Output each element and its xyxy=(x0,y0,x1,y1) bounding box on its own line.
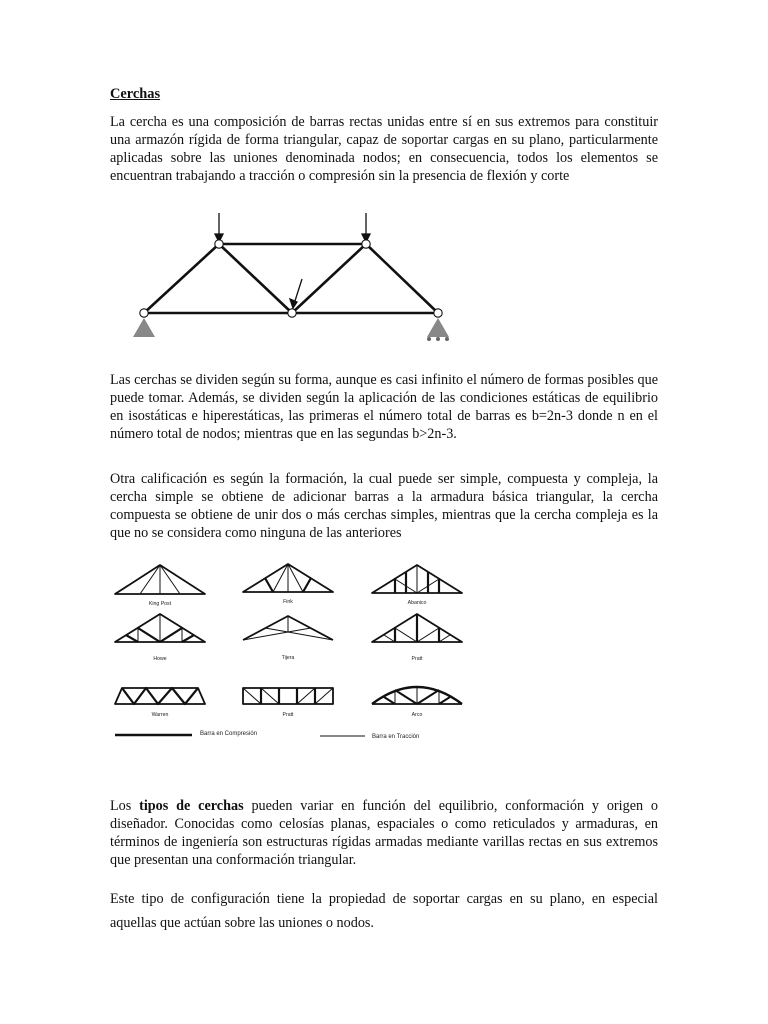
pin-support-left xyxy=(133,318,155,337)
paragraph-classification: Las cerchas se dividen según su forma, aunque es casi infinito el número de formas posibles que puede tomar. Además, se dividen según la aplicación de las condiciones estáticas de equilibrio en isostáticas e hiperestáticas, las primeras el número total de barras es b=2n-3 donde n en el número total de nodos; mientras que en las segundas b>2n-3. xyxy=(110,372,658,442)
pratt-flat-truss xyxy=(243,688,333,704)
label-pratt-roof: Pratt xyxy=(411,656,423,662)
types-rest: pueden variar en función del equilibrio, conformación y origen o diseñador. Conocidas como celosías planas, espaciales o como reticulados y armaduras, en términos de ingeniería son estructuras rígidas armadas mediante varillas rectas en sus extremos que presentan una conformación triangular. xyxy=(110,798,659,868)
legend-compression-label: Barra en Compresión xyxy=(200,731,258,737)
page-title: Cerchas xyxy=(110,86,161,102)
label-warren: Warren xyxy=(151,712,169,718)
arco-truss xyxy=(372,687,462,704)
warren-truss xyxy=(115,688,205,704)
truss-types-figure xyxy=(110,558,470,748)
abanico-truss xyxy=(372,565,462,593)
pratt-roof-truss xyxy=(372,614,462,642)
legend-tension-label: Barra en Tracción xyxy=(372,734,420,740)
label-fink: Fink xyxy=(283,599,293,605)
paragraph-loads: Este tipo de configuración tiene la propiedad de soportar cargas en su plano, en especial aquellas que actúan sobre las uniones o nodos. xyxy=(110,891,658,931)
roller-support-right xyxy=(427,318,449,337)
label-pratt-flat: Pratt xyxy=(282,712,294,718)
paragraph-intro: La cercha es una composición de barras rectas unidas entre sí en sus extremos para constituir una armazón rígida de forma triangular, capaz de soportar cargas en su plano, particularmente aplicadas sobre las uniones denominada nodos; en consecuencia, todos los elementos se encuentran trabajando a tracción o compresión sin la presencia de flexión y corte xyxy=(110,114,658,184)
fink-truss xyxy=(243,564,333,592)
label-abanico: Abanico xyxy=(407,600,427,606)
paragraph-types xyxy=(110,798,658,870)
label-howe: Howe xyxy=(153,656,167,662)
truss-diagram xyxy=(130,210,460,342)
paragraph-formation: Otra calificación es según la formación, la cual puede ser simple, compuesta y compleja, la cercha simple se obtiene de adicionar barras a la armadura básica triangular, la cercha compuesta se obtiene de unir dos o más cerchas simples, mientras que la cercha compleja es la que no se considera como ninguna de las anteriores xyxy=(110,471,658,541)
label-tijera: Tijera xyxy=(281,655,295,661)
label-arco: Arco xyxy=(411,712,423,718)
types-bold: tipos de cerchas xyxy=(139,798,244,814)
howe-truss xyxy=(115,614,205,642)
king-post-truss xyxy=(115,565,205,594)
label-king-post: King Post xyxy=(148,601,172,607)
tijera-truss xyxy=(243,616,333,640)
types-prefix: Los xyxy=(110,798,140,814)
